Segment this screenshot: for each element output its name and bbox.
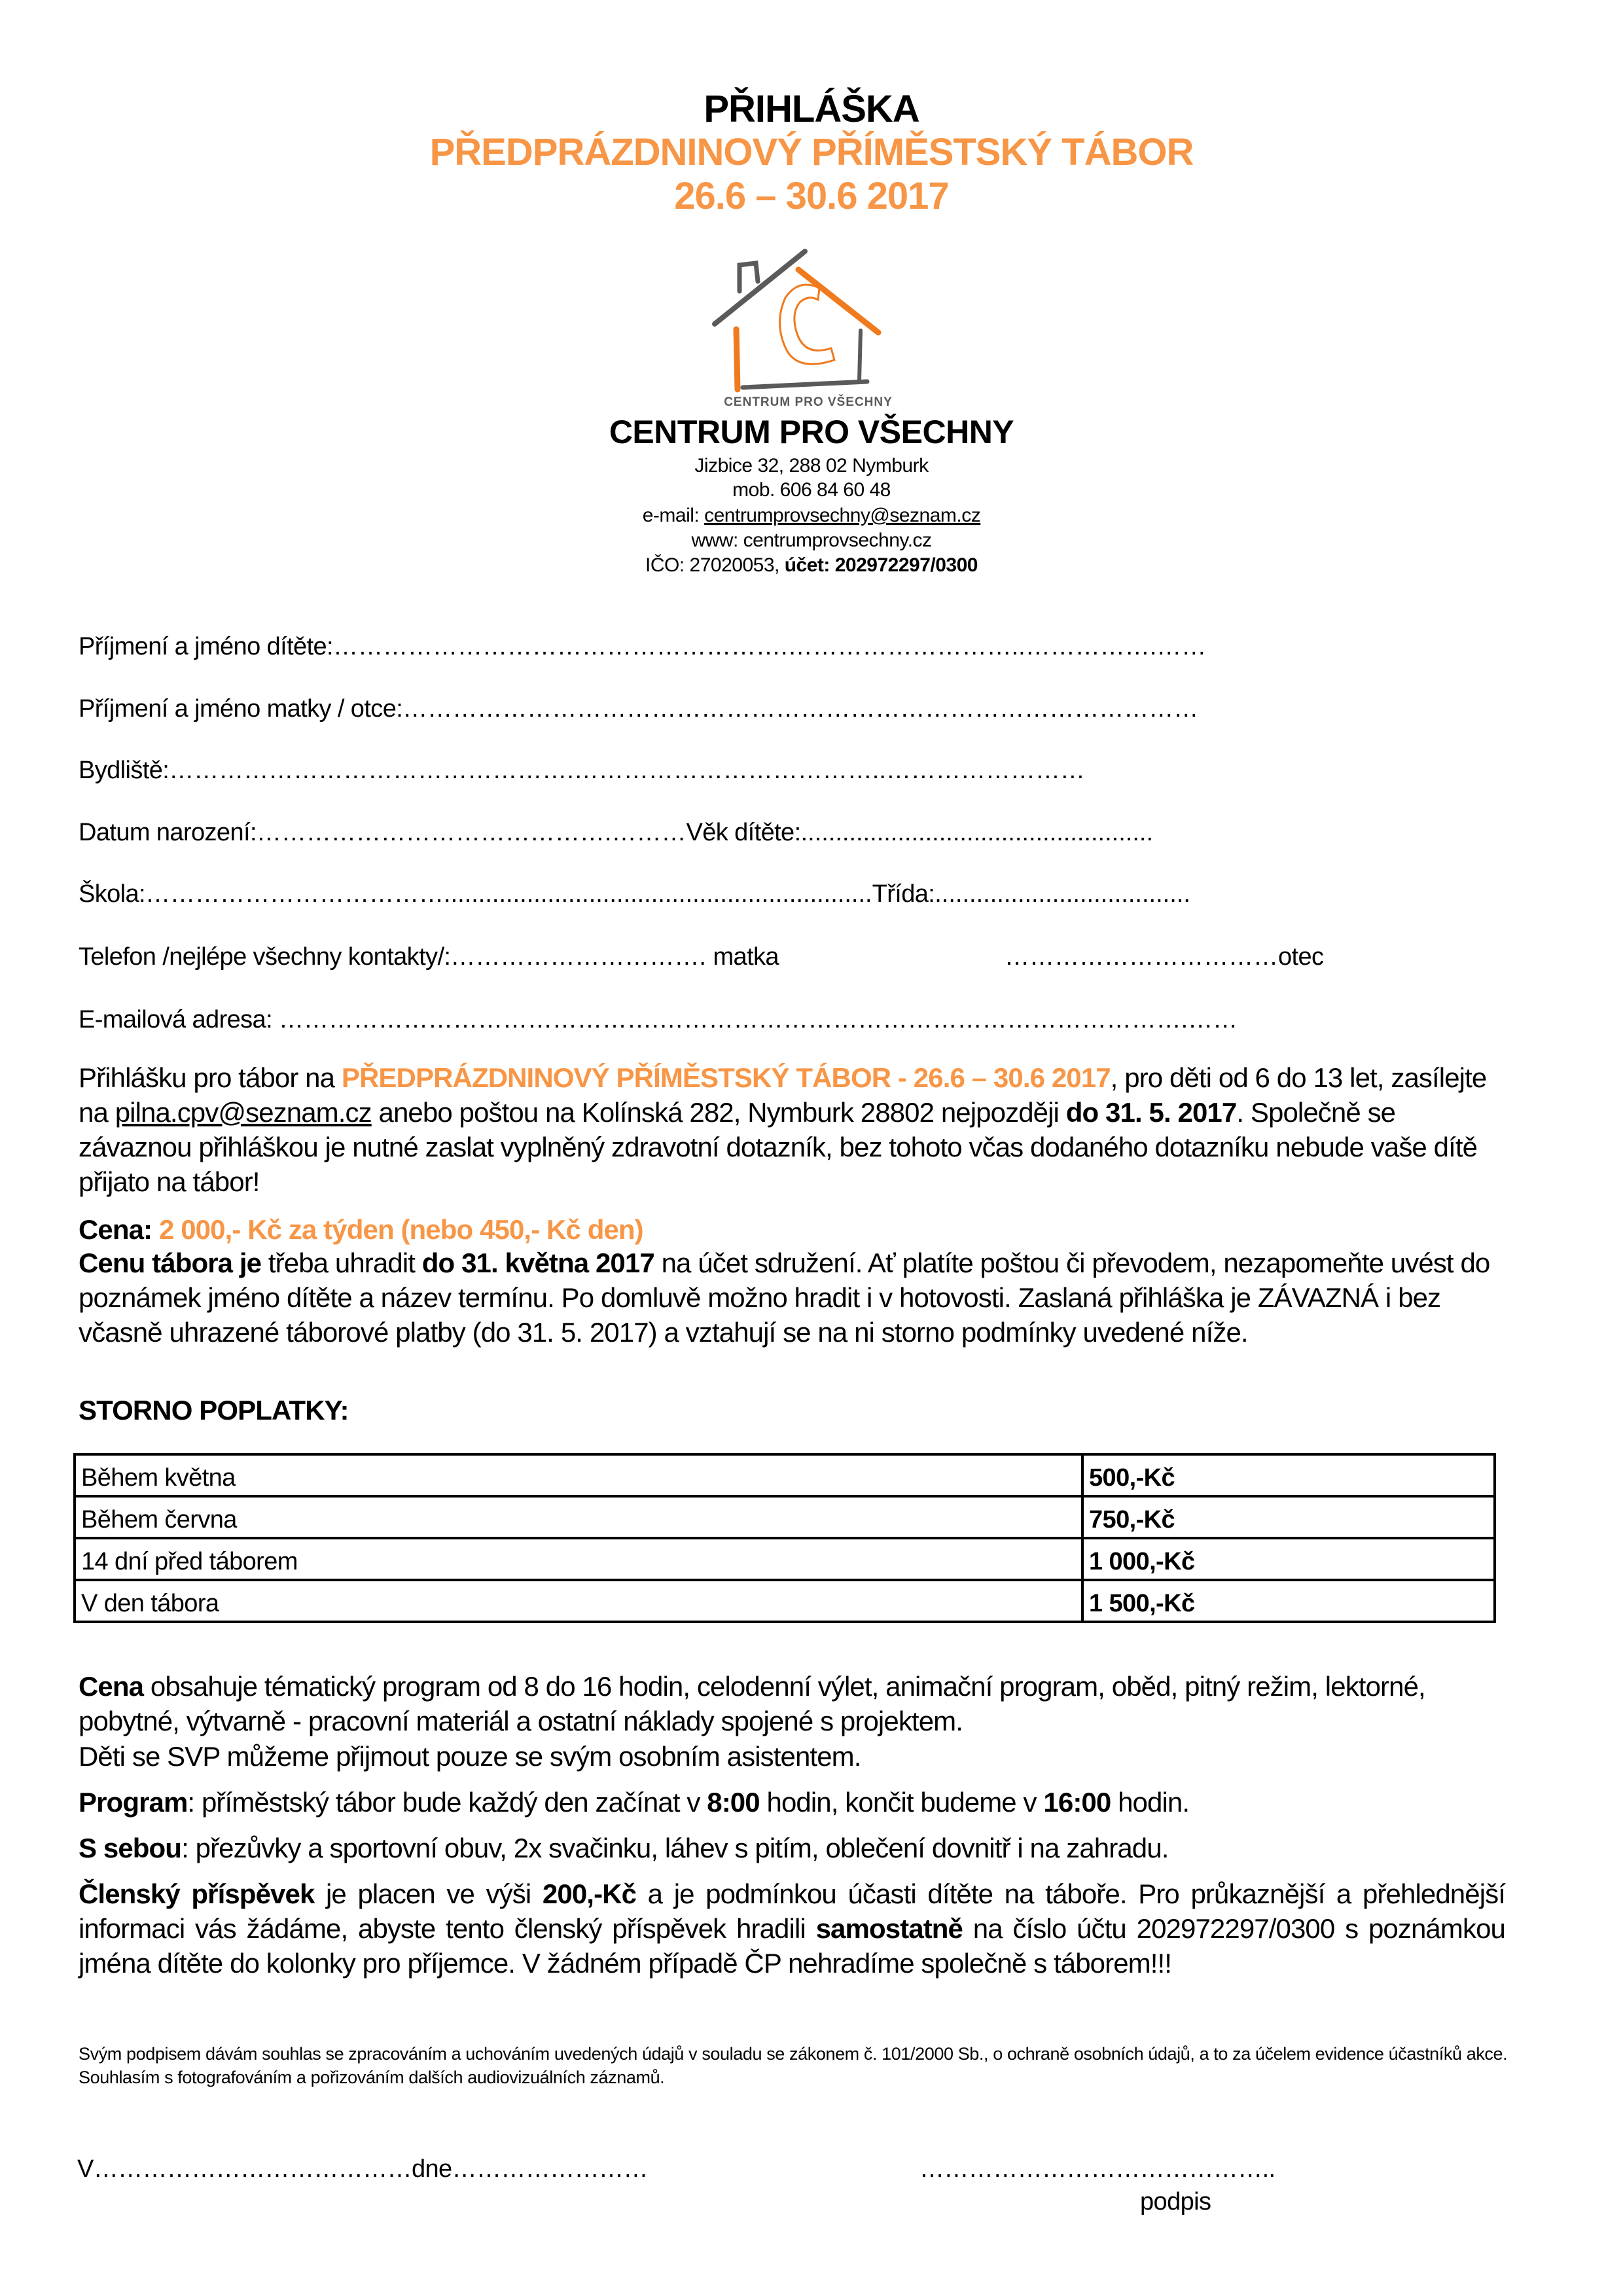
table-row — [75, 1454, 1495, 1496]
field-email[interactable] — [79, 1005, 1499, 1034]
age-input[interactable]: ................................................... — [800, 819, 1154, 846]
field-label: Věk dítěte: — [686, 819, 801, 846]
payment-info — [79, 1246, 1505, 1350]
text: hodin. — [1111, 1787, 1190, 1818]
heading: STORNO POPLATKY: — [79, 1395, 349, 1426]
organization-email-line — [0, 503, 1623, 528]
application-info — [79, 1060, 1505, 1199]
storno-fees-table — [73, 1453, 1496, 1623]
price-value: 2 000,- Kč za týden (nebo 450,- Kč den) — [158, 1214, 643, 1245]
bring-along — [79, 1831, 1505, 1865]
camp-title: PŘEDPRÁZDNINOVÝ PŘÍMĚSTSKÝ TÁBOR — [429, 131, 1194, 173]
text: je placen ve výši — [314, 1878, 543, 1909]
fee-cell: 1 500,-Kč — [1082, 1580, 1495, 1622]
membership-amount: 200,-Kč — [542, 1878, 637, 1909]
camp-highlight: PŘEDPRÁZDNINOVÝ PŘÍMĚSTSKÝ TÁBOR - 26.6 – 30.6 2017 — [341, 1062, 1111, 1093]
place-date-line — [77, 2155, 648, 2183]
email-input[interactable]: ……………………………………….……………………………………………………….…… — [279, 1006, 1238, 1033]
program-info — [79, 1785, 1505, 1820]
field-label: Třída: — [872, 880, 935, 908]
fee-cell: 500,-Kč — [1082, 1454, 1495, 1496]
organization-ids — [0, 553, 1623, 578]
application-email-link[interactable]: pilna.cpv@seznam.cz — [115, 1097, 372, 1128]
text: anebo poštou na Kolínská 282, Nymburk 28802 nejpozději — [371, 1097, 1066, 1128]
gdpr-consent: Svým podpisem dávám souhlas se zpracováním a uchováním uvedených údajů v souladu se zákonem č. 101/2000 Sb., o ochraně osobních údajů, a to za účelem evidence účastníků akce. Souhlasím s fotografováním a pořizováním dalších audiovizuálních záznamů. — [79, 2044, 1508, 2087]
organization-website: www: centrumprovsechny.cz — [691, 529, 932, 551]
field-child-name[interactable] — [79, 632, 1499, 661]
text-bold: Cenu tábora je — [79, 1247, 262, 1278]
fee-cell: 1 000,-Kč — [1082, 1538, 1495, 1580]
period-cell: Během května — [75, 1454, 1082, 1496]
text-bold: S sebou — [79, 1833, 182, 1863]
organization-address: Jizbice 32, 288 02 Nymburk — [694, 455, 929, 476]
date-label: dne — [411, 2155, 452, 2183]
text: : příměstský tábor bude každý den začínat v — [187, 1787, 707, 1818]
text: obsahuje tématický program od 8 do 16 hodin, celodenní výlet, animační program, oběd, pitný režim, lektorné, pobytné, výtvarně - pracovní materiál a ostatní náklady spojené s projektem. — [79, 1671, 1425, 1736]
field-label: Datum narození: — [79, 819, 257, 846]
field-parent-name[interactable] — [79, 694, 1499, 723]
field-residence[interactable] — [79, 756, 1499, 785]
svp-note: Děti se SVP můžeme přijmout pouze se svým osobním asistentem. — [79, 1741, 861, 1772]
text: , pro děti od 6 do 13 let, zasílejte na — [79, 1062, 1487, 1128]
father-label: otec — [1278, 943, 1324, 971]
price-line — [79, 1212, 1505, 1247]
text-bold: Členský příspěvek — [79, 1878, 315, 1909]
organization-logo — [700, 242, 916, 409]
child-name-input[interactable]: ……………………………………………….………………………..…………….…… — [333, 633, 1207, 660]
field-label: Škola: — [79, 880, 146, 908]
camp-dates: 26.6 – 30.6 2017 — [674, 175, 949, 217]
end-time: 16:00 — [1043, 1787, 1111, 1818]
text: hodin, končit budeme v — [759, 1787, 1044, 1818]
field-label: Příjmení a jméno matky / otce: — [79, 695, 403, 723]
price-label: Cena: — [79, 1214, 159, 1245]
table-row — [75, 1580, 1495, 1622]
field-school-class — [79, 880, 1499, 908]
start-time: 8:00 — [707, 1787, 760, 1818]
field-phone — [79, 942, 1499, 971]
membership-fee — [79, 1876, 1505, 1981]
fee-cell: 750,-Kč — [1082, 1496, 1495, 1538]
price-includes — [79, 1669, 1505, 1738]
period-cell: Během června — [75, 1496, 1082, 1538]
text: na číslo účtu 202972297/0300 s poznámkou jména dítěte do kolonky pro příjemce. V žádném případě ČP nehradíme společně s táborem!!! — [79, 1913, 1505, 1979]
text: Přihlášku pro tábor na — [79, 1062, 342, 1093]
house-logo-icon — [700, 242, 916, 409]
email-label: e-mail: — [642, 505, 705, 526]
class-input[interactable]: ..................................... — [935, 880, 1190, 908]
field-label: Telefon /nejlépe všechny kontakty/: — [79, 943, 451, 971]
residence-input[interactable]: ………………………………………….………………………………..…………………… — [169, 757, 1085, 784]
storno-heading — [79, 1393, 1505, 1427]
ico: IČO: 27020053, — [645, 554, 785, 576]
place-label: V — [77, 2155, 94, 2183]
table-row — [75, 1538, 1495, 1580]
text-bold: samostatně — [815, 1913, 963, 1944]
organization-email-link[interactable]: centrumprovsechny@seznam.cz — [704, 505, 981, 526]
text: na účet sdružení. Ať platíte poštou či převodem, nezapomeňte uvést do poznámek jméno dítěte a název termínu. Po domluvě možno hradit i v hotovosti. Zaslaná přihláška je ZÁVAZNÁ i bez včasně uhrazené táborové platby (do 31. 5. 2017) a vztahují se na ni storno podmínky uvedené níže. — [79, 1247, 1490, 1348]
form-title: PŘIHLÁŠKA — [704, 88, 919, 130]
field-label: Bydliště: — [79, 757, 169, 784]
mother-label: matka — [713, 943, 779, 971]
field-label: Příjmení a jméno dítěte: — [79, 633, 334, 660]
father-phone-input[interactable]: …………………………… — [1005, 943, 1278, 971]
table-row — [75, 1496, 1495, 1538]
payment-deadline: do 31. května 2017 — [421, 1247, 654, 1278]
signature-label: podpis — [1140, 2188, 1211, 2215]
field-label: E-mailová adresa: — [79, 1006, 279, 1033]
bank-account: účet: 202972297/0300 — [784, 554, 978, 576]
signature-input[interactable]: …………………………………….. — [919, 2155, 1275, 2183]
deadline: do 31. 5. 2017 — [1065, 1097, 1237, 1128]
text: : přezůvky a sportovní obuv, 2x svačinku, láhev s pitím, oblečení dovnitř i na zahradu. — [181, 1833, 1169, 1863]
period-cell: 14 dní před táborem — [75, 1538, 1082, 1580]
date-input[interactable]: …………………… — [452, 2155, 648, 2183]
logo-caption: CENTRUM PRO VŠECHNY — [724, 395, 893, 409]
text-bold: Cena — [79, 1671, 144, 1702]
parent-name-input[interactable]: …………………………………………………………………………………… — [402, 695, 1199, 723]
birth-date-input[interactable]: …………………………………….……… — [256, 819, 687, 846]
text: a je podmínkou účasti dítěte na táboře. Pro průkaznější a přehlednější informaci vás žádáme, abyste tento členský příspěvek hradili — [79, 1878, 1506, 1944]
father-phone-group — [1005, 942, 1323, 971]
text-bold: Program — [79, 1787, 188, 1818]
organization-name: CENTRUM PRO VŠECHNY — [609, 414, 1014, 450]
organization-phone: mob. 606 84 60 48 — [732, 479, 891, 501]
text: . Společně se závaznou přihláškou je nutné zaslat vyplněný zdravotní dotazník, bez tohoto včas dodaného dotazníku nebude vaše dítě přijato na tábor! — [79, 1097, 1478, 1197]
period-cell: V den tábora — [75, 1580, 1082, 1622]
field-birth-date-age — [79, 818, 1499, 847]
place-input[interactable]: ………………………………… — [93, 2155, 412, 2183]
school-input[interactable]: ……………………………….............................................................. — [145, 880, 872, 908]
text: třeba uhradit — [261, 1247, 422, 1278]
mother-phone-input[interactable]: …………………………. — [450, 943, 713, 971]
